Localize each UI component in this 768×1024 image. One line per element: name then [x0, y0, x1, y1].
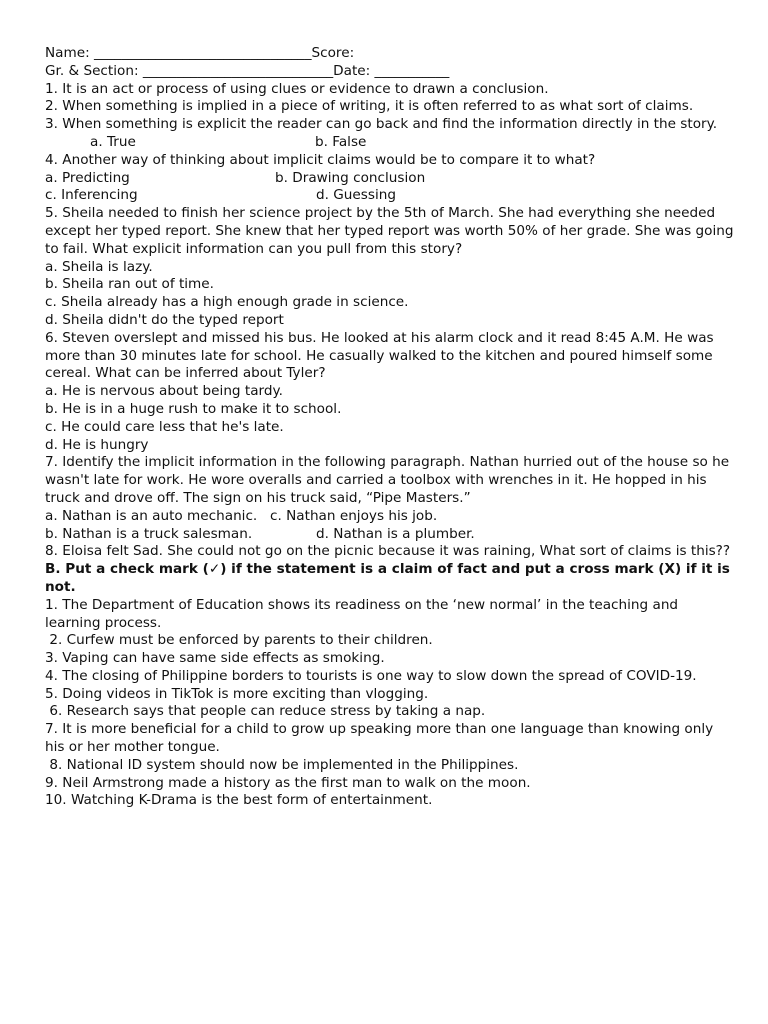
option-c: c. He could care less that he's late.	[45, 418, 284, 435]
option-d: d. Guessing	[316, 187, 396, 204]
worksheet-page	[45, 45, 735, 810]
option-b: b. Sheila ran out of time.	[45, 276, 214, 293]
statement-7: 7. It is more beneficial for a child to grow up speaking more than one language than knowing only his or her mother tongue.	[45, 721, 714, 756]
option-b: b. He is in a huge rush to make it to school.	[45, 400, 342, 417]
statement-8: 8. National ID system should now be implemented in the Philippines.	[45, 756, 519, 773]
option-false: b. False	[315, 133, 367, 150]
option-d: d. Sheila didn't do the typed report	[45, 311, 284, 328]
question-4-options-row-1	[45, 170, 735, 188]
statement-2: 2. Curfew must be enforced by parents to their children.	[45, 632, 433, 649]
option-a: a. Sheila is lazy.	[45, 258, 153, 275]
question-6: 6. Steven overslept and missed his bus. He looked at his alarm clock and it read 8:45 A.M. He was more than 30 minutes late for school. He casually walked to the kitchen and poured himself some cereal. What can be inferred about Tyler?	[45, 329, 714, 382]
option-d: d. Nathan is a plumber.	[316, 525, 475, 542]
option-a: a. He is nervous about being tardy.	[45, 383, 283, 400]
question-3: 3. When something is explicit the reader can go back and find the information directly in the story.	[45, 116, 718, 133]
section-date-line: Gr. & Section: ____________________________Date: ___________	[45, 62, 450, 79]
statement-1: 1. The Department of Education shows its readiness on the ‘new normal’ in the teaching and learning process.	[45, 596, 679, 631]
option-b: b. Nathan is a truck salesman.	[45, 525, 253, 542]
question-5: 5. Sheila needed to finish her science project by the 5th of March. She had everything she needed except her typed report. She knew that her typed report was worth 50% of her grade. She was going to fail. What explicit information can you pull from this story?	[45, 205, 734, 257]
statement-5: 5. Doing videos in TikTok is more exciting than vlogging.	[45, 685, 429, 702]
name-score-line: Name: ________________________________Score:	[45, 45, 355, 61]
statement-10: 10. Watching K-Drama is the best form of entertainment.	[45, 792, 433, 809]
option-c: c. Inferencing	[45, 187, 138, 204]
part-b-instruction: B. Put a check mark (✓) if the statement is a claim of fact and put a cross mark (X) if it is not.	[45, 561, 730, 595]
option-b: b. Drawing conclusion	[275, 169, 426, 186]
question-7: 7. Identify the implicit information in the following paragraph. Nathan hurried out of the house so he wasn't late for work. He wore overalls and carried a toolbox with wrenches in it. He hopped in his truck and drove off. The sign on his truck said, “Pipe Masters.”	[45, 454, 730, 506]
option-true: a. True	[90, 133, 136, 150]
option-c: c. Nathan enjoys his job.	[270, 507, 438, 524]
question-4: 4. Another way of thinking about implicit claims would be to compare it to what?	[45, 151, 596, 168]
statement-9: 9. Neil Armstrong made a history as the first man to walk on the moon.	[45, 774, 531, 791]
question-7-options-row-2	[45, 526, 735, 544]
option-a: a. Predicting	[45, 169, 130, 186]
question-2: 2. When something is implied in a piece of writing, it is often referred to as what sort of claims.	[45, 98, 694, 115]
option-d: d. He is hungry	[45, 436, 149, 453]
question-7-options-row-1	[45, 508, 735, 526]
statement-4: 4. The closing of Philippine borders to tourists is one way to slow down the spread of COVID-19.	[45, 667, 697, 684]
option-c: c. Sheila already has a high enough grade in science.	[45, 294, 409, 311]
question-3-options	[45, 134, 735, 152]
question-8: 8. Eloisa felt Sad. She could not go on the picnic because it was raining, What sort of claims is this??	[45, 543, 731, 560]
statement-6: 6. Research says that people can reduce stress by taking a nap.	[45, 703, 486, 720]
question-4-options-row-2	[45, 187, 735, 205]
question-1: 1. It is an act or process of using clues or evidence to drawn a conclusion.	[45, 80, 549, 97]
statement-3: 3. Vaping can have same side effects as smoking.	[45, 650, 385, 667]
option-a: a. Nathan is an auto mechanic.	[45, 507, 258, 524]
